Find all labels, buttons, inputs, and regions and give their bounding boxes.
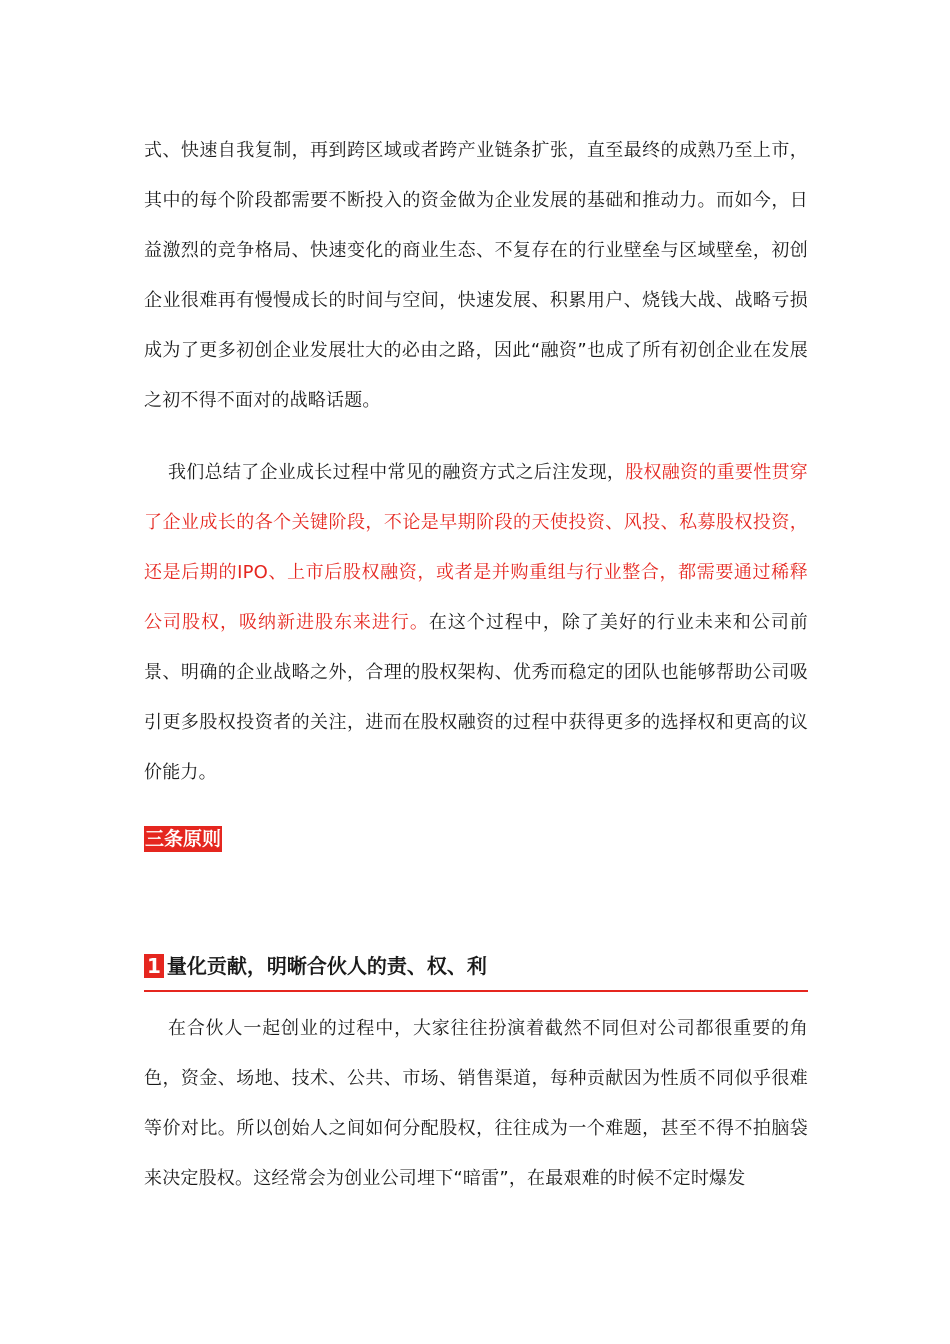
paragraph-tail-text: 在这个过程中，除了美好的行业未来和公司前景、明确的企业战略之外，合理的股权架构、优秀而稳定的团队也能够帮助公司吸引更多股权投资者的关注，进而在股权融资的过程中获得更多的选择权和更高的议价能力。 (144, 612, 809, 783)
paragraph-lead-text: 我们总结了企业成长过程中常见的融资方式之后注发现， (168, 462, 626, 483)
paragraph-spacer (144, 426, 808, 448)
subsection-number-badge: 1 (144, 954, 164, 978)
section-title-badge: 三条原则 (145, 828, 222, 850)
heading-spacer (144, 992, 808, 1004)
document-page (144, 126, 808, 1204)
highlighted-text: 股权融资的重要性贯穿了企业成长的各个关键阶段，不论是早期阶段的天使投资、风投、私募股权投资，还是后期的IPO、上市后股权融资，或者是并购重组与行业整合，都需要通过稀释公司股权，吸纳新进股东来进行。 (144, 462, 808, 633)
paragraph-partner-contributions: 在合伙人一起创业的过程中，大家往往扮演着截然不同但对公司都很重要的角色，资金、场地、技术、公共、市场、销售渠道，每种贡献因为性质不同似乎很难等价对比。所以创始人之间如何分配股权，往往成为一个难题，甚至不得不拍脑袋来决定股权。这经常会为创业公司埋下“暗雷”，在最艰难的时候不定时爆发 (144, 1018, 808, 1189)
paragraph-equity-financing (144, 448, 808, 798)
paragraph-financing-background: 式、快速自我复制，再到跨区域或者跨产业链条扩张，直至最终的成熟乃至上市，其中的每个阶段都需要不断投入的资金做为企业发展的基础和推动力。而如今，日益激烈的竞争格局、快速变化的商业生态、不复存在的行业壁垒与区域壁垒，初创企业很难再有慢慢成长的时间与空间，快速发展、积累用户、烧钱大战、战略亏损成为了更多初创企业发展壮大的必由之路，因此“融资”也成了所有初创企业在发展之初不得不面对的战略话题。 (144, 140, 808, 411)
subsection-heading (144, 948, 808, 992)
section-heading (144, 826, 808, 856)
subsection-title: 量化贡献，明晰合伙人的责、权、利 (166, 954, 487, 978)
